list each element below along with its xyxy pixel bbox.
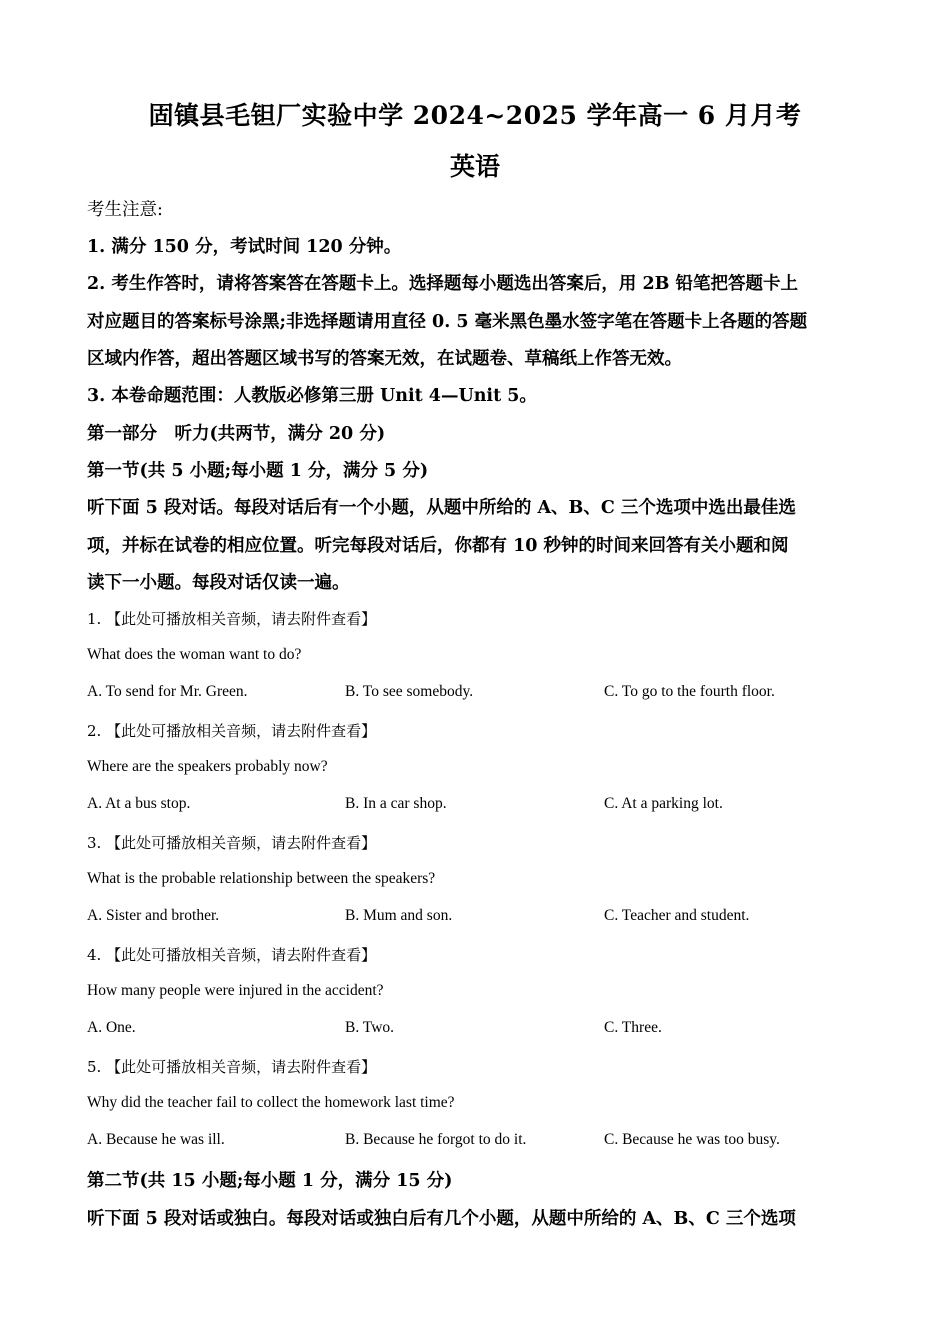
notice-line: 对应题目的答案标号涂黑;非选择题请用直径 0. 5 毫米黑色墨水签字笔在答题卡上各题的答题: [87, 312, 808, 332]
audio-placeholder: 4. 【此处可播放相关音频，请去附件查看】: [87, 946, 377, 964]
option-a: A. To send for Mr. Green.: [87, 683, 248, 700]
question-text: What is the probable relationship between the speakers?: [87, 870, 436, 887]
audio-placeholder: 3. 【此处可播放相关音频，请去附件查看】: [87, 834, 377, 852]
notice-line: 2. 考生作答时，请将答案答在答题卡上。选择题每小题选出答案后，用 2B 铅笔把答题卡上: [87, 274, 799, 294]
question-text: How many people were injured in the accident?: [87, 982, 384, 999]
audio-placeholder: 1. 【此处可播放相关音频，请去附件查看】: [87, 610, 377, 628]
audio-placeholder: 5. 【此处可播放相关音频，请去附件查看】: [87, 1058, 377, 1076]
option-c: C. Three.: [604, 1019, 662, 1036]
option-a: A. Sister and brother.: [87, 907, 220, 924]
option-a: A. One.: [87, 1019, 136, 1036]
question-text: Why did the teacher fail to collect the homework last time?: [87, 1094, 455, 1111]
notice-line: 3. 本卷命题范围：人教版必修第三册 Unit 4—Unit 5。: [87, 386, 537, 406]
part1-heading: 第一部分 听力(共两节，满分 20 分): [87, 424, 386, 444]
section2-heading: 第二节(共 15 小题;每小题 1 分，满分 15 分): [87, 1171, 453, 1191]
option-b: B. Mum and son.: [345, 907, 453, 924]
notice-line: 1. 满分 150 分，考试时间 120 分钟。: [87, 237, 402, 257]
section1-heading: 第一节(共 5 小题;每小题 1 分，满分 5 分): [87, 461, 429, 481]
notice-line: 区域内作答，超出答题区域书写的答案无效，在试题卷、草稿纸上作答无效。: [87, 349, 682, 369]
option-a: A. At a bus stop.: [87, 795, 191, 812]
section1-instructions: 项，并标在试卷的相应位置。听完每段对话后，你都有 10 秒钟的时间来回答有关小题和阅: [87, 536, 789, 556]
option-a: A. Because he was ill.: [87, 1131, 225, 1148]
section1-instructions: 读下一小题。每段对话仅读一遍。: [87, 573, 350, 593]
question-text: Where are the speakers probably now?: [87, 758, 328, 775]
section1-instructions: 听下面 5 段对话。每段对话后有一个小题，从题中所给的 A、B、C 三个选项中选出最佳选: [87, 498, 796, 518]
notice-heading: 考生注意:: [87, 200, 163, 220]
option-c: C. To go to the fourth floor.: [604, 683, 775, 700]
option-b: B. Because he forgot to do it.: [345, 1131, 527, 1148]
section2-instructions: 听下面 5 段对话或独白。每段对话或独白后有几个小题，从题中所给的 A、B、C 三个选项: [87, 1209, 796, 1229]
option-b: B. In a car shop.: [345, 795, 447, 812]
option-c: C. Because he was too busy.: [604, 1131, 780, 1148]
exam-title: 固镇县毛钽厂实验中学 2024~2025 学年高一 6 月月考: [148, 101, 802, 130]
option-b: B. To see somebody.: [345, 683, 474, 700]
option-c: C. At a parking lot.: [604, 795, 723, 812]
exam-subject: 英语: [449, 152, 500, 181]
option-b: B. Two.: [345, 1019, 395, 1036]
question-text: What does the woman want to do?: [87, 646, 302, 663]
option-c: C. Teacher and student.: [604, 907, 750, 924]
audio-placeholder: 2. 【此处可播放相关音频，请去附件查看】: [87, 722, 377, 740]
